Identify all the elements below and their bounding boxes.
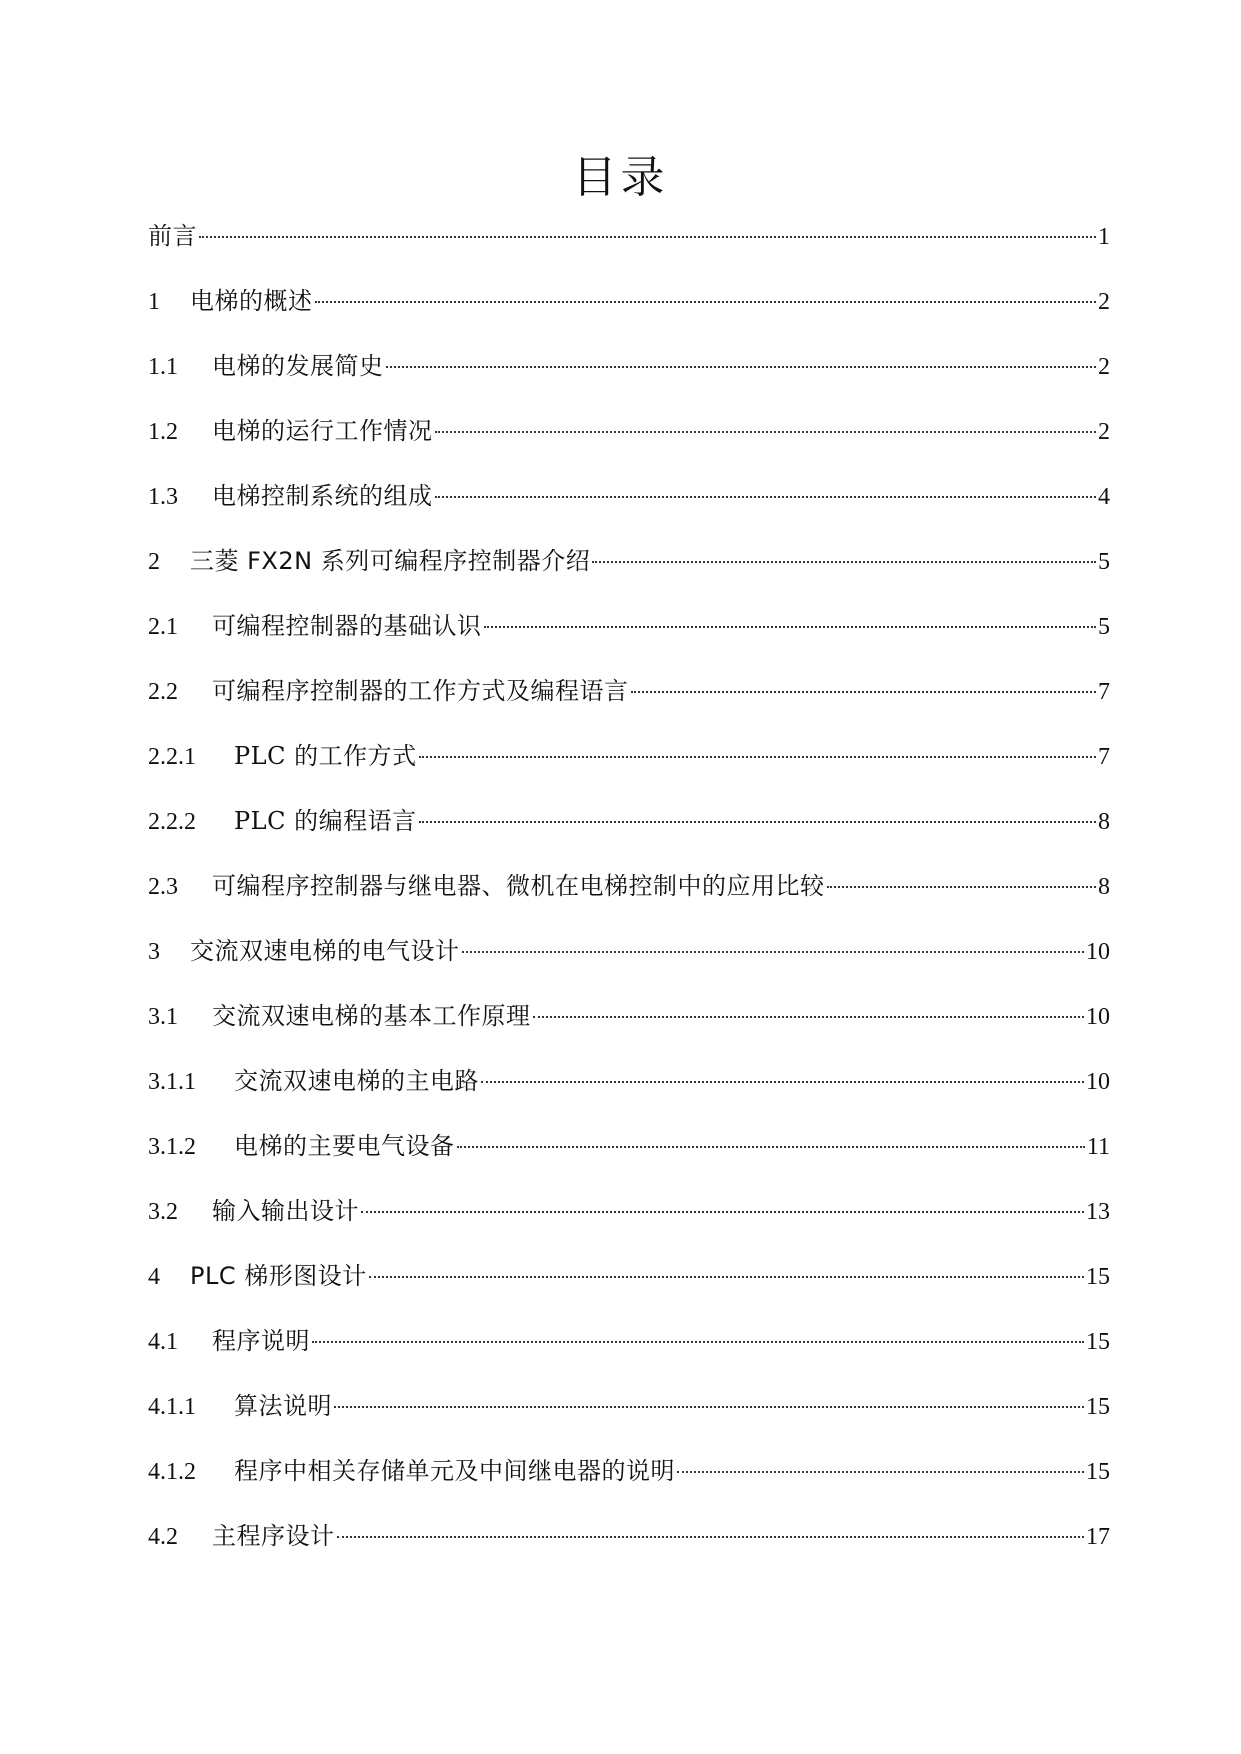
toc-entry-page-number: 7 xyxy=(1098,744,1110,770)
toc-dot-leader xyxy=(592,561,1096,563)
toc-entry-number: 1.1 xyxy=(148,354,178,380)
toc-entry-page-number: 2 xyxy=(1098,289,1110,315)
toc-entry-number: 1.3 xyxy=(148,484,178,510)
toc-entry-page-number: 5 xyxy=(1098,614,1110,640)
toc-entry[interactable] xyxy=(148,1126,1110,1191)
toc-entry-number: 2.1 xyxy=(148,614,178,640)
toc-entry-title: 前言 xyxy=(148,222,197,250)
toc-entry-number: 3.1.1 xyxy=(148,1069,196,1095)
toc-entry[interactable] xyxy=(148,931,1110,996)
toc-entry-number: 2.2.1 xyxy=(148,744,196,770)
toc-entry[interactable] xyxy=(148,1256,1110,1321)
toc-entry-title: 输入输出设计 xyxy=(212,1197,359,1225)
toc-entry[interactable] xyxy=(148,1516,1110,1581)
toc-entry-number: 2 xyxy=(148,549,160,575)
toc-dot-leader xyxy=(369,1276,1084,1278)
toc-dot-leader xyxy=(631,691,1097,693)
toc-entry-title: PLC 的编程语言 xyxy=(234,807,417,835)
toc-entry-page-number: 8 xyxy=(1098,874,1110,900)
toc-entry[interactable] xyxy=(148,1386,1110,1451)
toc-entry[interactable] xyxy=(148,281,1110,346)
toc-entry[interactable] xyxy=(148,346,1110,411)
toc-entry-title: 可编程控制器的基础认识 xyxy=(212,612,482,640)
toc-dot-leader xyxy=(435,431,1097,433)
toc-entry-page-number: 17 xyxy=(1086,1524,1110,1550)
toc-entry-page-number: 1 xyxy=(1098,224,1110,250)
toc-entry-title: 算法说明 xyxy=(234,1392,332,1420)
toc-entry[interactable] xyxy=(148,866,1110,931)
toc-dot-leader xyxy=(199,236,1096,238)
toc-entry-title: PLC 梯形图设计 xyxy=(190,1262,367,1290)
toc-entry-number: 3.1 xyxy=(148,1004,178,1030)
toc-entry-title: 主程序设计 xyxy=(212,1522,335,1550)
toc-entry-number: 4.1.2 xyxy=(148,1459,196,1485)
toc-entry-page-number: 13 xyxy=(1086,1199,1110,1225)
toc-entry-page-number: 15 xyxy=(1086,1264,1110,1290)
toc-entry-page-number: 8 xyxy=(1098,809,1110,835)
toc-entry-page-number: 10 xyxy=(1086,939,1110,965)
toc-dot-leader xyxy=(337,1536,1085,1538)
toc-dot-leader xyxy=(435,496,1097,498)
toc-dot-leader xyxy=(462,951,1085,953)
toc-entry-page-number: 2 xyxy=(1098,419,1110,445)
toc-entry-number: 1.2 xyxy=(148,419,178,445)
toc-dot-leader xyxy=(827,886,1097,888)
toc-dot-leader xyxy=(484,626,1097,628)
toc-dot-leader xyxy=(361,1211,1084,1213)
toc-entry-number: 4 xyxy=(148,1264,160,1290)
toc-entry-title: 交流双速电梯的电气设计 xyxy=(190,937,460,965)
toc-entry-title: 交流双速电梯的主电路 xyxy=(234,1067,479,1095)
toc-dot-leader xyxy=(481,1081,1084,1083)
toc-dot-leader xyxy=(533,1016,1085,1018)
toc-entry-page-number: 11 xyxy=(1086,1134,1110,1160)
toc-dot-leader xyxy=(334,1406,1084,1408)
toc-entry-page-number: 4 xyxy=(1098,484,1110,510)
toc-dot-leader xyxy=(312,1341,1084,1343)
toc-entry-title: 三菱 FX2N 系列可编程序控制器介绍 xyxy=(190,547,591,575)
toc-dot-leader xyxy=(419,821,1096,823)
toc-entry-title: 可编程序控制器的工作方式及编程语言 xyxy=(212,677,629,705)
toc-entry[interactable] xyxy=(148,541,1110,606)
toc-entry[interactable] xyxy=(148,996,1110,1061)
toc-entry-page-number: 15 xyxy=(1086,1329,1110,1355)
toc-entry-title: 可编程序控制器与继电器、微机在电梯控制中的应用比较 xyxy=(212,872,825,900)
toc-entry-title: PLC 的工作方式 xyxy=(234,742,417,770)
table-of-contents xyxy=(148,216,1110,1581)
toc-entry-number: 1 xyxy=(148,289,160,315)
toc-entry-number: 3 xyxy=(148,939,160,965)
toc-dot-leader xyxy=(457,1146,1085,1148)
toc-entry-page-number: 10 xyxy=(1086,1069,1110,1095)
toc-entry-title: 电梯的主要电气设备 xyxy=(234,1132,455,1160)
page-title: 目录 xyxy=(572,152,669,203)
toc-entry-title: 电梯的运行工作情况 xyxy=(212,417,433,445)
toc-entry-number: 2.3 xyxy=(148,874,178,900)
toc-dot-leader xyxy=(677,1471,1084,1473)
toc-entry-number: 3.2 xyxy=(148,1199,178,1225)
toc-entry-title: 电梯的概述 xyxy=(190,287,313,315)
toc-entry-page-number: 15 xyxy=(1086,1394,1110,1420)
toc-entry-number: 2.2 xyxy=(148,679,178,705)
toc-entry-number: 3.1.2 xyxy=(148,1134,196,1160)
toc-entry-title: 程序说明 xyxy=(212,1327,310,1355)
toc-entry-title: 电梯控制系统的组成 xyxy=(212,482,433,510)
toc-entry[interactable] xyxy=(148,1321,1110,1386)
toc-entry[interactable] xyxy=(148,801,1110,866)
toc-entry[interactable] xyxy=(148,1061,1110,1126)
toc-entry-page-number: 5 xyxy=(1098,549,1110,575)
toc-entry[interactable] xyxy=(148,606,1110,671)
toc-entry-number: 4.1.1 xyxy=(148,1394,196,1420)
toc-entry-title: 交流双速电梯的基本工作原理 xyxy=(212,1002,531,1030)
toc-entry[interactable] xyxy=(148,476,1110,541)
toc-entry-title: 程序中相关存储单元及中间继电器的说明 xyxy=(234,1457,675,1485)
toc-dot-leader xyxy=(386,366,1097,368)
toc-entry-number: 4.1 xyxy=(148,1329,178,1355)
toc-dot-leader xyxy=(315,301,1097,303)
toc-entry[interactable] xyxy=(148,216,1110,281)
toc-dot-leader xyxy=(419,756,1096,758)
toc-entry-number: 4.2 xyxy=(148,1524,178,1550)
toc-entry-page-number: 10 xyxy=(1086,1004,1110,1030)
toc-entry-page-number: 2 xyxy=(1098,354,1110,380)
toc-entry-page-number: 15 xyxy=(1086,1459,1110,1485)
toc-entry[interactable] xyxy=(148,1451,1110,1516)
toc-entry-page-number: 7 xyxy=(1098,679,1110,705)
toc-entry[interactable] xyxy=(148,736,1110,801)
toc-entry-title: 电梯的发展简史 xyxy=(212,352,384,380)
toc-entry[interactable] xyxy=(148,1191,1110,1256)
toc-entry[interactable] xyxy=(148,671,1110,736)
toc-entry[interactable] xyxy=(148,411,1110,476)
toc-entry-number: 2.2.2 xyxy=(148,809,196,835)
